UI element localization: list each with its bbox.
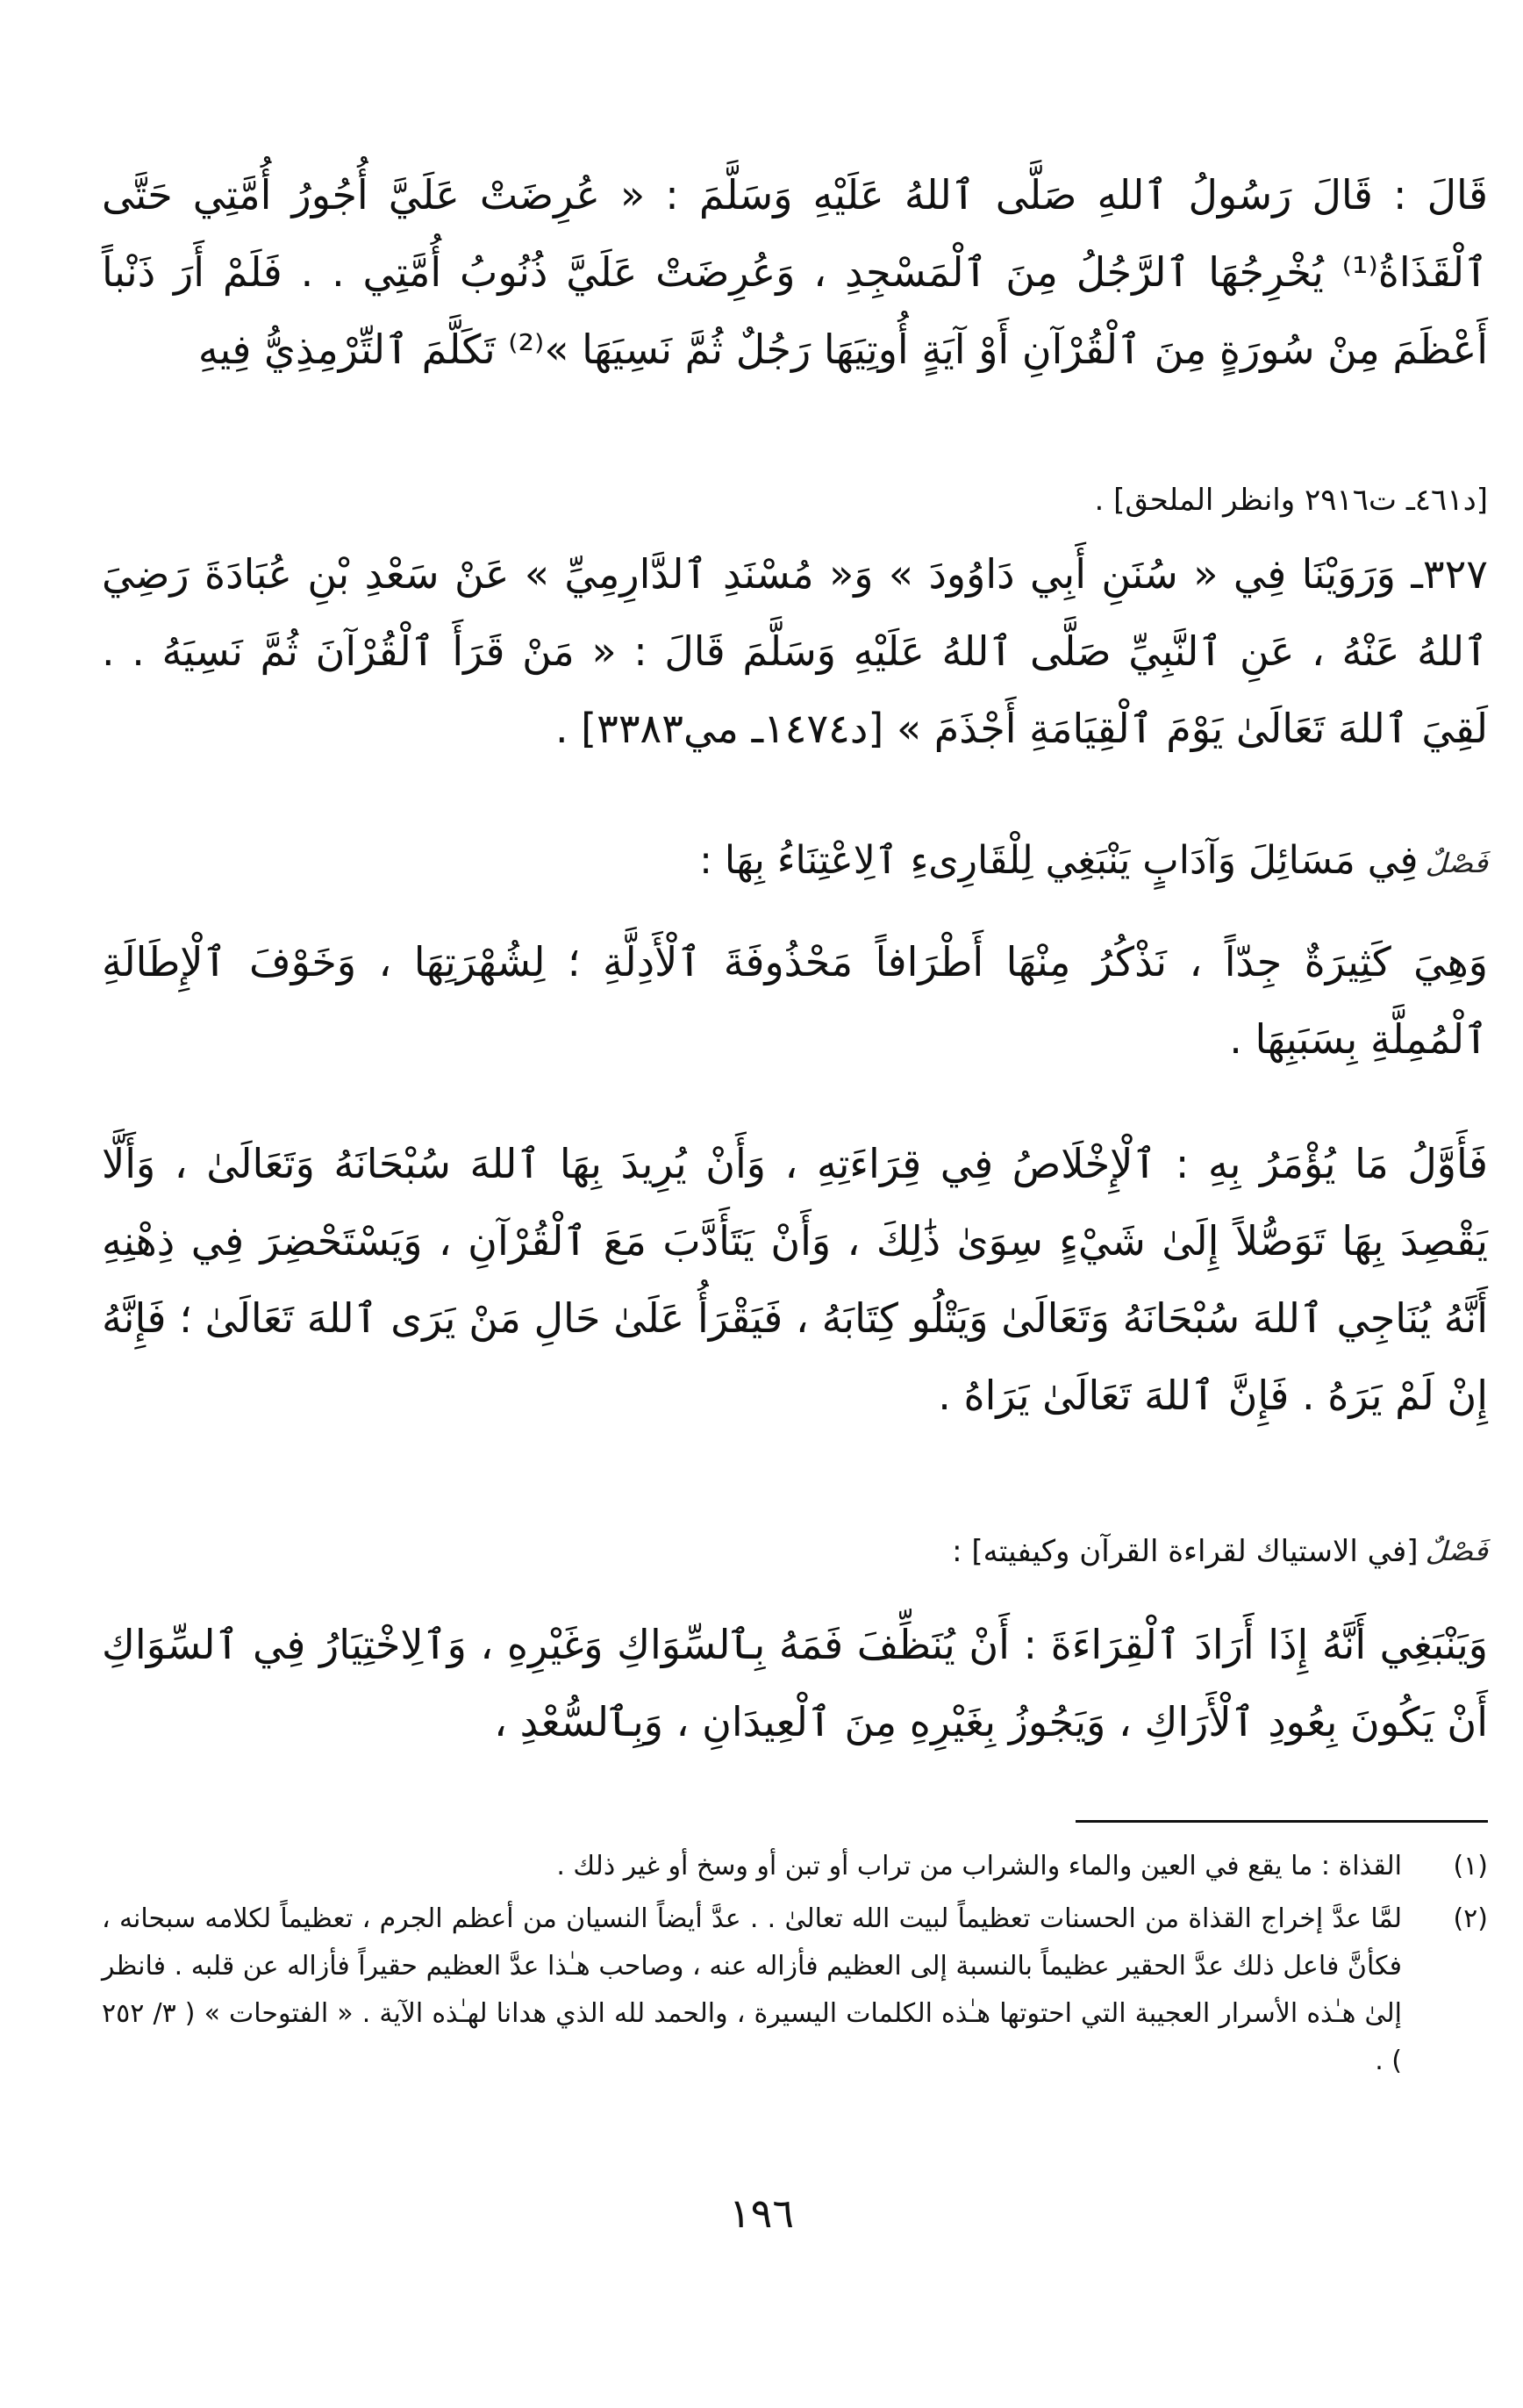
- section-heading-siwak: [102, 1534, 1488, 1569]
- footnote-number: (٢): [1453, 1903, 1488, 1934]
- footnote-separator: [1076, 1820, 1488, 1823]
- hadith-reference: [د٤٦١ـ ت٢٩١٦ وانظر الملحق] .: [1094, 483, 1488, 518]
- footnote-text: القذاة : ما يقع في العين والماء والشراب من تراب أو تبن أو وسخ أو غير ذلك .: [556, 1851, 1402, 1881]
- paragraph-siwak: وَيَنْبَغِي أَنَّهُ إِذَا أَرَادَ ٱلْقِرَاءَةَ : أَنْ يُنَظِّفَ فَمَهُ بِٱلسِّوَاكِ وَغَيْرِهِ ، وَٱلِاخْتِيَارُ فِي ٱلسِّوَاكِ أَنْ يَكُونَ بِعُودِ ٱلْأَرَاكِ ، وَيَجُوزُ بِغَيْرِهِ مِنَ ٱلْعِيدَانِ ، وَبِٱلسُّعْدِ ،: [102, 1621, 1488, 1745]
- page-number: ١٩٦: [728, 2189, 795, 2237]
- heading-title: فِي مَسَائِلَ وَآدَابٍ يَنْبَغِي لِلْقَارِىءِ ٱلِاعْتِنَاءُ بِهَا :: [699, 838, 1419, 883]
- footnote-1: [102, 1843, 1488, 1890]
- footnote-number: (١): [1453, 1851, 1488, 1881]
- footnote-text: لمَّا عدَّ إخراج القذاة من الحسنات تعظيماً لبيت الله تعالىٰ . . عدَّ أيضاً النسيان من أعظم الجرم ، تعظيماً لكلامه سبحانه ، فكأنَّ فاعل ذلك عدَّ الحقير عظيماً بالنسبة إلى العظيم فأزاله عنه ، وصاحب هـٰذا عدَّ العظيم حقيراً فأزاله عن قلبه . فانظر إلىٰ هـٰذه الأسرار العجيبة التي احتوتها هـٰذه الكلمات اليسيرة ، والحمد لله الذي هدانا لهـٰذه الآية . « الفتوحات » ( ٣/ ٢٥٢ ) .: [102, 1903, 1402, 2076]
- section-heading-masail: [102, 838, 1488, 883]
- footnote-2: [102, 1896, 1488, 2085]
- paragraph-hadith-327: ٣٢٧ـ وَرَوَيْنَا فِي « سُنَنِ أَبِي دَاوُودَ » وَ« مُسْنَدِ ٱلدَّارِمِيِّ » عَنْ سَعْدِ بْنِ عُبَادَةَ رَضِيَ ٱللهُ عَنْهُ ، عَنِ ٱلنَّبِيِّ صَلَّى ٱللهُ عَلَيْهِ وَسَلَّمَ قَالَ : « مَنْ قَرَأَ ٱلْقُرْآنَ ثُمَّ نَسِيَهُ . . لَقِيَ ٱللهَ تَعَالَىٰ يَوْمَ ٱلْقِيَامَةِ أَجْذَمَ » [د١٤٧٤ـ مي٣٣٨٣] .: [102, 550, 1488, 752]
- fasl-label: فَصْلٌ: [1425, 848, 1488, 879]
- paragraph-hadith-ajur: قَالَ : قَالَ رَسُولُ ٱللهِ صَلَّى ٱللهُ عَلَيْهِ وَسَلَّمَ : « عُرِضَتْ عَلَيَّ أُجُورُ أُمَّتِي حَتَّى ٱلْقَذَاةُ⁽¹⁾ يُخْرِجُهَا ٱلرَّجُلُ مِنَ ٱلْمَسْجِدِ ، وَعُرِضَتْ عَلَيَّ ذُنُوبُ أُمَّتِي . . فَلَمْ أَرَ ذَنْباً أَعْظَمَ مِنْ سُورَةٍ مِنَ ٱلْقُرْآنِ أَوْ آيَةٍ أُوتِيَهَا رَجُلٌ ثُمَّ نَسِيَهَا »⁽²⁾ تَكَلَّمَ ٱلتِّرْمِذِيُّ فِيهِ: [102, 171, 1488, 373]
- paragraph-ikhlas: فَأَوَّلُ مَا يُؤْمَرُ بِهِ : ٱلْإِخْلَاصُ فِي قِرَاءَتِهِ ، وَأَنْ يُرِيدَ بِهَا ٱللهَ سُبْحَانَهُ وَتَعَالَىٰ ، وَأَلَّا يَقْصِدَ بِهَا تَوَصُّلاً إِلَىٰ شَيْءٍ سِوَىٰ ذَٰلِكَ ، وَأَنْ يَتَأَدَّبَ مَعَ ٱلْقُرْآنِ ، وَيَسْتَحْضِرَ فِي ذِهْنِهِ أَنَّهُ يُنَاجِي ٱللهَ سُبْحَانَهُ وَتَعَالَىٰ وَيَتْلُو كِتَابَهُ ، فَيَقْرَأُ عَلَىٰ حَالِ مَنْ يَرَى ٱللهَ تَعَالَىٰ ؛ فَإِنَّهُ إِنْ لَمْ يَرَهُ . فَإِنَّ ٱللهَ تَعَالَىٰ يَرَاهُ .: [102, 1140, 1488, 1419]
- paragraph-kathira: وَهِيَ كَثِيرَةٌ جِدّاً ، نَذْكُرُ مِنْهَا أَطْرَافاً مَحْذُوفَةَ ٱلْأَدِلَّةِ ؛ لِشُهْرَتِهَا ، وَخَوْفَ ٱلْإِطَالَةِ ٱلْمُمِلَّةِ بِسَبَبِهَا .: [102, 938, 1488, 1063]
- fasl-label: فَصْلٌ: [1425, 1536, 1488, 1567]
- heading-title: [في الاستياك لقراءة القرآن وكيفيته] :: [952, 1534, 1419, 1569]
